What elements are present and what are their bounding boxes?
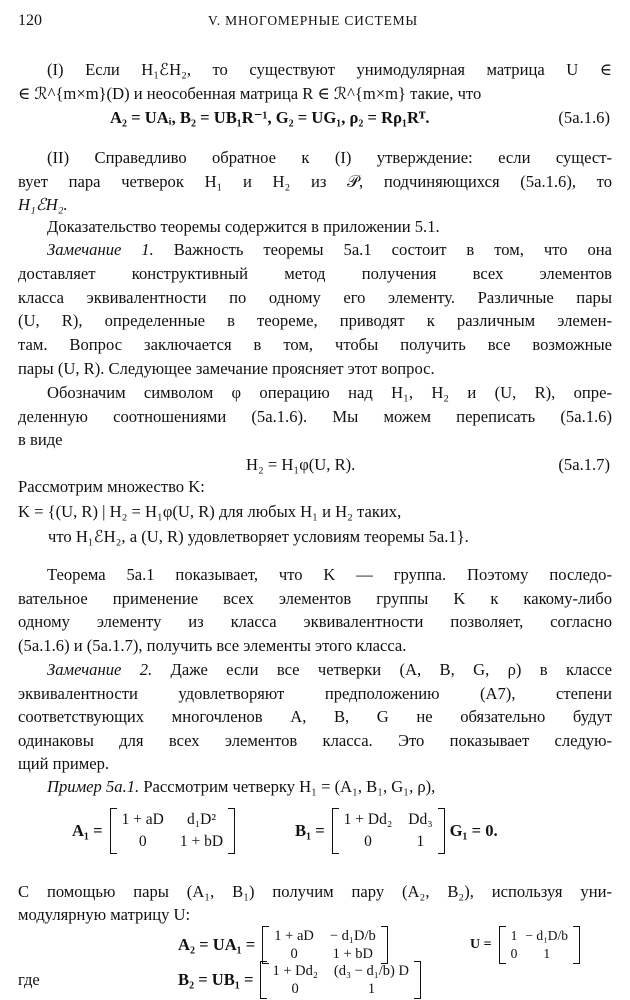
example-line — [47, 775, 612, 799]
running-title: V. МНОГОМЕРНЫЕ СИСТЕМЫ — [207, 13, 418, 28]
matrix-cell: 1 + Dd₂ — [272, 963, 318, 979]
set-k-line1: K = {(U, R) | H₂ = H₁φ(U, R) для любых H₁ и H₂ таких, — [18, 502, 402, 521]
matrix-A1-equation — [72, 805, 238, 857]
para2-line1: (II) Справедливо обратное к (I) утверждение: если сущест- — [47, 148, 612, 167]
matrix-cell: 0 — [510, 946, 518, 961]
matrix-B2-label: B₂ = UB₁ = — [178, 970, 254, 989]
remark1-line3: класса эквивалентности по одному его элементу. Различные пары — [18, 288, 612, 307]
matrix-B1-label: B₁ = — [295, 821, 325, 840]
matrix-A2 — [262, 926, 387, 964]
bracket-left — [110, 808, 117, 854]
phi-line2: деленную соотношениями (5а.1.6). Мы можем переписать (5а.1.6) — [18, 407, 612, 426]
remark1-line4: (U, R), определенные в теореме, приводят к различным элемен- — [18, 311, 612, 330]
equation-5a-1-6: A₂ = UAᵢ, B₂ = UB₁R⁻¹, G₂ = UG₁, ρ₂ = Rρ₁Rᵀ. — [110, 108, 430, 127]
bracket-left — [260, 961, 267, 999]
equation-number-5a-1-7: (5а.1.7) — [558, 455, 610, 474]
bracket-left — [499, 926, 506, 964]
example-label: Пример 5а.1. — [47, 777, 140, 796]
remark2-line1 — [47, 658, 612, 682]
matrix-G1-equation: G₁ = 0. — [449, 821, 498, 840]
matrix-cell: (d₃ − d₁/b) D — [333, 963, 409, 979]
theorem-line3: одному элементу из класса эквивалентности позволяет, согласно — [18, 612, 612, 631]
remark2-label: Замечание 2. — [47, 660, 153, 679]
example-text: Рассмотрим четверку H₁ = (A₁, B₁, G₁, ρ), — [143, 777, 436, 796]
matrix-B2-equation — [178, 960, 424, 1000]
matrix-A1-label: A₁ = — [72, 821, 103, 840]
remark2-line5: щий пример. — [18, 754, 110, 773]
equation-5a-1-7: H₂ = H₁φ(U, R). — [246, 455, 356, 474]
theorem-line2: вательное применение всех элементов группы K к какому-либо — [18, 589, 612, 608]
matrix-cell: d₁D² — [186, 811, 216, 828]
matrix-cell: 1 — [543, 946, 551, 961]
bracket-right — [438, 808, 445, 854]
matrix-B2 — [260, 961, 421, 999]
matrix-A1 — [110, 808, 236, 854]
matrix-cell: 0 — [138, 833, 147, 850]
matrix-cell: − d₁D/b — [329, 928, 376, 944]
matrix-cell: 0 — [291, 981, 299, 997]
remark1-line6: пары (U, R). Следующее замечание проясняет этот вопрос. — [18, 359, 435, 378]
matrix-U-equation — [470, 925, 583, 965]
matrix-cell: Dd₃ — [408, 811, 433, 828]
after-example-line1: С помощью пары (A₁, B₁) получим пару (A₂, B₂), используя уни- — [18, 882, 612, 901]
matrix-cell: 1 + Dd₂ — [343, 811, 393, 828]
bracket-right — [414, 961, 421, 999]
para2-line3: H₁ℰH₂. — [18, 195, 68, 214]
remark2-line4: одинаковы для всех элементов класса. Это показывает следую- — [18, 731, 612, 750]
bracket-left — [332, 808, 339, 854]
after-example-line2: модулярную матрицу U: — [18, 905, 191, 924]
matrix-cell: 1 — [510, 928, 518, 943]
phi-line3: в виде — [18, 430, 63, 449]
theorem-line1: Теорема 5а.1 показывает, что K — группа. Поэтому последо- — [47, 565, 612, 584]
para2-line2: вует пара четверок H₁ и H₂ из 𝒫, подчиняющихся (5а.1.6), то — [18, 172, 612, 191]
phi-line1: Обозначим символом φ операцию над H₁, H₂ и (U, R), опре- — [47, 383, 612, 402]
matrix-cell: 1 + aD — [274, 928, 314, 944]
matrix-cell: 1 + bD — [332, 946, 373, 962]
remark1-label: Замечание 1. — [47, 240, 154, 259]
remark1-line1 — [47, 238, 612, 262]
para1-line1: (I) Если H₁ℰH₂, то существуют унимодулярная матрица U ∈ — [47, 60, 612, 79]
matrix-B1-equation — [295, 805, 498, 857]
remark1-text1: Важность теоремы 5а.1 состоит в том, что она — [173, 240, 612, 259]
matrix-A2-equation — [178, 925, 391, 965]
bracket-right — [573, 926, 580, 964]
bracket-right — [228, 808, 235, 854]
matrix-cell: 1 — [367, 981, 376, 997]
bracket-left — [262, 926, 269, 964]
equation-number-5a-1-6: (5а.1.6) — [558, 108, 610, 127]
matrix-A2-label: A₂ = UA₁ = — [178, 935, 256, 954]
remark2-line2: эквивалентности удовлетворяют предположению (A7), степени — [18, 684, 612, 703]
bracket-right — [381, 926, 388, 964]
remark1-line2: доставляет конструктивный метод получения всех элементов — [18, 264, 612, 283]
matrix-cell: 1 + bD — [179, 833, 224, 850]
matrix-cell: 1 — [416, 833, 425, 850]
matrix-cell: − d₁D/b — [525, 928, 569, 943]
para1-line2: ∈ ℛ^{m×m}(D) и неособенная матрица R ∈ ℛ^{m×m} такие, что — [18, 84, 482, 103]
matrix-U — [499, 926, 580, 964]
page-header — [18, 12, 608, 34]
proof-line: Доказательство теоремы содержится в приложении 5.1. — [47, 217, 440, 236]
theorem-line4: (5а.1.6) и (5а.1.7), получить все элементы этого класса. — [18, 636, 407, 655]
where-label: где — [18, 970, 40, 989]
remark2-line3: соответствующих многочленов A, B, G не обязательно будут — [18, 707, 612, 726]
matrix-U-label: U = — [470, 937, 492, 952]
matrix-B1 — [332, 808, 445, 854]
matrix-cell: 0 — [290, 946, 298, 962]
matrix-cell: 1 + aD — [121, 811, 164, 828]
set-k-line2: что H₁ℰH₂, а (U, R) удовлетворяет условиям теоремы 5а.1}. — [48, 527, 469, 546]
set-k-intro: Рассмотрим множество K: — [18, 477, 205, 496]
remark2-text1: Даже если все четверки (A, B, G, ρ) в классе — [170, 660, 612, 679]
remark1-line5: там. Вопрос заключается в том, чтобы получить все возможные — [18, 335, 612, 354]
page-number: 120 — [18, 12, 42, 29]
matrix-cell: 0 — [364, 833, 372, 850]
